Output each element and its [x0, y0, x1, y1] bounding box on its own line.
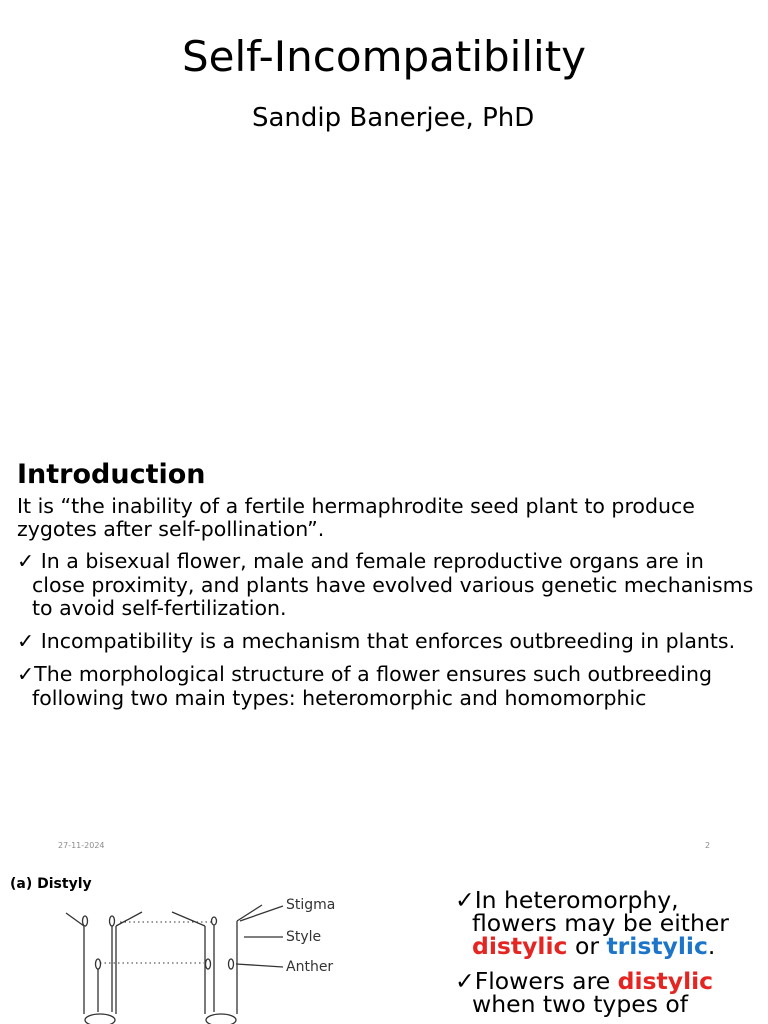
- bullet-line: ✓ In a bisexual flower, male and female reproductive organs are in: [17, 549, 704, 573]
- anther: [206, 959, 211, 969]
- stigma-label: Stigma: [286, 897, 336, 913]
- anther-pointer: [236, 964, 283, 967]
- stigma-lobe: [83, 916, 88, 926]
- right-petal: [237, 905, 262, 921]
- point-line: [472, 933, 715, 960]
- point-line: ✓In heteromorphy,: [455, 886, 679, 914]
- connector-text: or: [567, 932, 607, 960]
- point-line: flowers may be either: [472, 909, 729, 937]
- author-name: Sandip Banerjee, PhD: [252, 103, 535, 133]
- footer-date: 27-11-2024: [58, 841, 105, 850]
- term-distylic: distylic: [617, 967, 714, 995]
- left-petal: [66, 913, 84, 926]
- section-heading: Introduction: [17, 459, 206, 490]
- term-distylic: distylic: [472, 932, 568, 960]
- sentence-end: .: [707, 932, 716, 960]
- anther-label: Anther: [286, 959, 334, 975]
- stigma-lobe: [110, 916, 115, 926]
- bullet-line: ✓ Incompatibility is a mechanism that enforces outbreeding in plants.: [17, 629, 736, 653]
- footer-page-number: 2: [705, 841, 711, 850]
- point-line: when two types of: [472, 990, 689, 1018]
- point-lead-text: ✓Flowers are: [455, 967, 618, 995]
- anther: [229, 959, 234, 969]
- slide-title: Self-Incompatibility: [181, 32, 587, 81]
- style-label: Style: [286, 929, 322, 945]
- stigma-pointer: [240, 906, 283, 921]
- definition-line: zygotes after self-pollination”.: [17, 517, 325, 541]
- ovary: [85, 1014, 115, 1024]
- ovary: [206, 1014, 236, 1024]
- stigma: [212, 917, 217, 925]
- figure-panel-label: (a) Distyly: [10, 876, 92, 892]
- bullet-line: ✓The morphological structure of a flower ensures such outbreeding: [17, 662, 712, 686]
- definition-line: It is “the inability of a fertile hermaphrodite seed plant to produce: [17, 494, 695, 518]
- right-petal: [116, 912, 142, 926]
- bullet-line: following two main types: heteromorphic and homomorphic: [32, 686, 647, 710]
- anther: [96, 959, 101, 969]
- bullet-line: to avoid self-fertilization.: [32, 596, 287, 620]
- left-petal: [172, 912, 205, 926]
- term-tristylic: tristylic: [606, 932, 708, 960]
- bullet-line: close proximity, and plants have evolved various genetic mechanisms: [32, 573, 754, 597]
- long-styled-flower: [66, 912, 142, 1024]
